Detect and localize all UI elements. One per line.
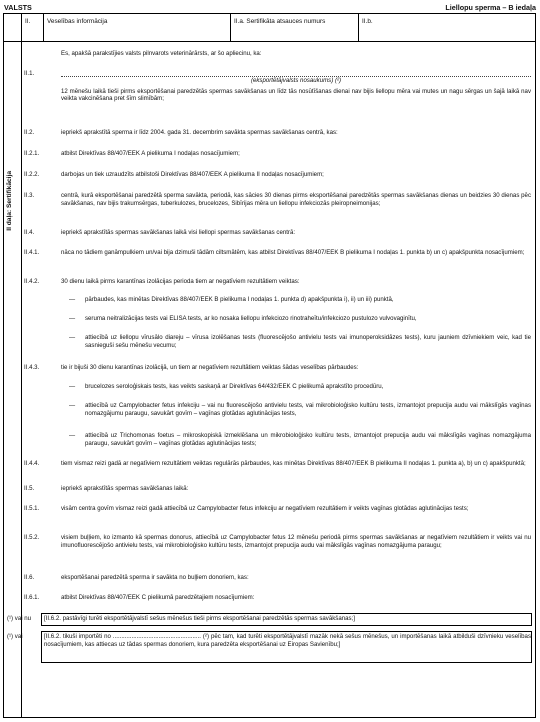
item-text: visām centra govīm vismaz reizi gadā attiecībā uz Campylobacter fetus infekciju ar negatīviem rezultātiem ir veikts vagīnas glotādas aglutinācijas tests; [61, 505, 469, 512]
item-text: iepriekš aprakstītās spermas savākšanas laikā visi liellopi spermas savākšanas centrā: [61, 229, 296, 236]
item-number: II.4.3. [24, 364, 40, 371]
item-text: iepriekš aprakstītā sperma ir līdz 2004. gada 31. decembrim savākta spermas savākšanas centrā, kas: [61, 129, 338, 136]
item-number: II.5. [24, 485, 35, 492]
item-text: centrā, kurā eksportēšanai paredzētā sperma savākta, periodā, kas sācies 30 dienas pirms eksportēšanai paredzētās spermas savākšanas dienas un beidzies 30 dienas pēc savākšanas, nav bijis trakumsērgas, tuberkulozes, brucelozes, Sibīrijas mēra un liellopu infekciozās pleiropneimonijas; [61, 192, 531, 207]
item-text: tiem vismaz reizi gadā ar negatīviem rezultātiem veiktas regulārās pārbaudes, kas minētas Direktīvas 88/407/EEK B pielikuma II nodaļas 1. punkta a), b) un c) apakšpunktā; [61, 460, 526, 467]
item-number: II.4.2. [24, 278, 40, 285]
country-label: VALSTS [4, 3, 32, 12]
item-number: II.5.2. [24, 534, 40, 541]
item-text: visiem buļļiem, ko izmanto kā spermas donorus, attiecībā uz Campylobacter fetus 12 mēnešu periodā pirms spermas savākšanas ar negatīviem rezultātiem ir veikts vai nu imunofluorescējošo antivielu tests, vai mikrobioloģisko kultūru tests, izmantojot prepucija audu vai mākslīgās vagīnas nomazgājuma paraugu; [61, 534, 531, 549]
item-number: II.4.1. [24, 249, 40, 256]
item-number: II.1. [24, 70, 35, 77]
item-text: darbojas un tiek uzraudzīts atbilstoši Direktīvas 88/407/EEK A pielikuma II nodaļas nosacījumiem; [61, 171, 324, 178]
certificate-form [3, 13, 536, 718]
item-text: eksportēšanai paredzētā sperma ir savākta no buļļiem donoriem, kas: [61, 574, 249, 581]
item-text: nāca no tādiem ganāmpulkiem un/vai bija dzimuši tādām ciltsmātēm, kas atbilst Direktīvas 88/407/EEK B pielikuma I nodaļas 1. punkta b) un c) apakšpunkta nosacījumiem; [61, 249, 525, 256]
side-label: II daļa: Sertifikācija [6, 171, 13, 231]
item-body [61, 70, 531, 103]
item-number: II.2.2. [24, 171, 40, 178]
option-text: [II.6.2. tikuši importēti no .................................................... (²) pēc tam, kad turēti eksportētājvalstī mazāk nekā sešus mēnešus, un importēšanas laikā atbilduši dzīvnieku veselības nosacījumiem, kas attiecas uz tādas spermas donoriem, kura paredzēta eksportēšanai uz Eiropas Savienību;] [44, 633, 531, 648]
section-number: II. [21, 14, 43, 41]
field-iib-label: II.b. [358, 14, 535, 41]
section-title: Veselības informācija [43, 14, 230, 41]
document-title: Liellopu sperma – B iedaļa [445, 3, 536, 12]
item-number: II.6.1. [24, 594, 40, 601]
bullet-text: brucelozes seroloģiskais tests, kas veikts saskaņā ar Direktīvas 64/432/EEK C pielikumā aprakstīto procedūru, [85, 383, 384, 390]
bullet-text: seruma neitralizācijas tests vai ELISA tests, ar ko nosaka liellopu infekciozo rinotraheītu/infekciozo pustulozo vulvovaginītu, [85, 315, 417, 322]
item-number: II.5.1. [24, 505, 40, 512]
bullet-dash: — [69, 383, 76, 390]
item-number: II.2. [24, 129, 35, 136]
bullet-dash: — [69, 334, 76, 341]
bullet-text: attiecībā uz Campylobacter fetus infekciju – vai nu fluorescējošo antivielu tests, vai mikrobioloģisko kultūru tests, izmantojot prepucija audu vai mākslīgās vagīnas nomazgājumu paraugu, savukārt govīm – vagīnas glotādas aglutinācijas tests, [85, 402, 531, 417]
bullet-dash: — [69, 315, 76, 322]
item-number: II.4.4. [24, 460, 40, 467]
bullet-dash: — [69, 296, 76, 303]
reference-number-label: II.a. Sertifikāta atsauces numurs [230, 14, 358, 41]
item-text: atbilst Direktīvas 88/407/EEK C pielikumā paredzētajiem nosacījumiem: [61, 594, 255, 601]
list-item [21, 70, 535, 118]
fill-in-caption: (eksportētājvalsts nosaukums) (²) [250, 77, 342, 84]
item-text: 12 mēnešu laikā tieši pirms eksportēšanai paredzētās spermas savākšanas un līdz tās nosūtīšanas dienai nav bijis liellopu mēra vai mutes un nagu sērgas un šajā laikā nav veikta vakcinēšana pret šīm slimībām; [61, 87, 531, 103]
item-text: atbilst Direktīvas 88/407/EEK A pielikuma I nodaļas nosacījumiem; [61, 150, 240, 157]
footnote-mark: (¹) vai [7, 633, 23, 640]
bullet-text: pārbaudes, kas minētas Direktīvas 88/407/EEK B pielikuma I nodaļas 1. punkta d) apakšpunkta i), ii) un iii) punktā, [85, 296, 394, 303]
item-text: iepriekš aprakstītās spermas savākšanas laikā: [61, 485, 189, 492]
footnote-mark: (¹) vai nu [7, 615, 32, 622]
table-header [4, 14, 535, 42]
item-number: II.2.1. [24, 150, 40, 157]
item-text: 30 dienu laikā pirms karantīnas izolācijas perioda tiem ar negatīviem rezultātiem veiktas: [61, 278, 300, 285]
fill-in-line [61, 70, 531, 77]
intro-text: Es, apakšā parakstījies valsts pilnvarots veterinārārsts, ar šo apliecinu, ka: [61, 50, 262, 57]
item-text: tie ir bijuši 30 dienu karantīnas izolācijā, un tiem ar negatīviem rezultātiem veiktas šādas veselības pārbaudes: [61, 364, 359, 371]
item-number: II.3. [24, 192, 35, 199]
bullet-dash: — [69, 402, 76, 409]
bullet-text: attiecībā uz Trichomonas foetus – mikroskopiskā izmeklēšana un mikrobioloģisko kultūru tests, izmantojot prepucija audu vai mākslīgās vagīnas nomazgājuma paraugu, savukārt govīm – vagīnas glotādas aglutinācijas tests; [85, 432, 531, 447]
bullet-text: attiecībā uz liellopu vīrusālo diareju – vīrusa izolēšanas tests (fluorescējošo antivielu tests vai imunoperoksidāzes tests), kuru jauniem dzīvniekiem veic, kad tie sasnieguši sešu mēnešu vecumu; [85, 334, 531, 349]
item-number: II.4. [24, 229, 35, 236]
item-number: II.6. [24, 574, 35, 581]
option-text: [II.6.2. pastāvīgi turēti eksportētājvalstī sešus mēnešus tieši pirms eksportēšanai paredzētās spermas savākšanas;] [44, 615, 355, 622]
bullet-dash: — [69, 432, 76, 439]
